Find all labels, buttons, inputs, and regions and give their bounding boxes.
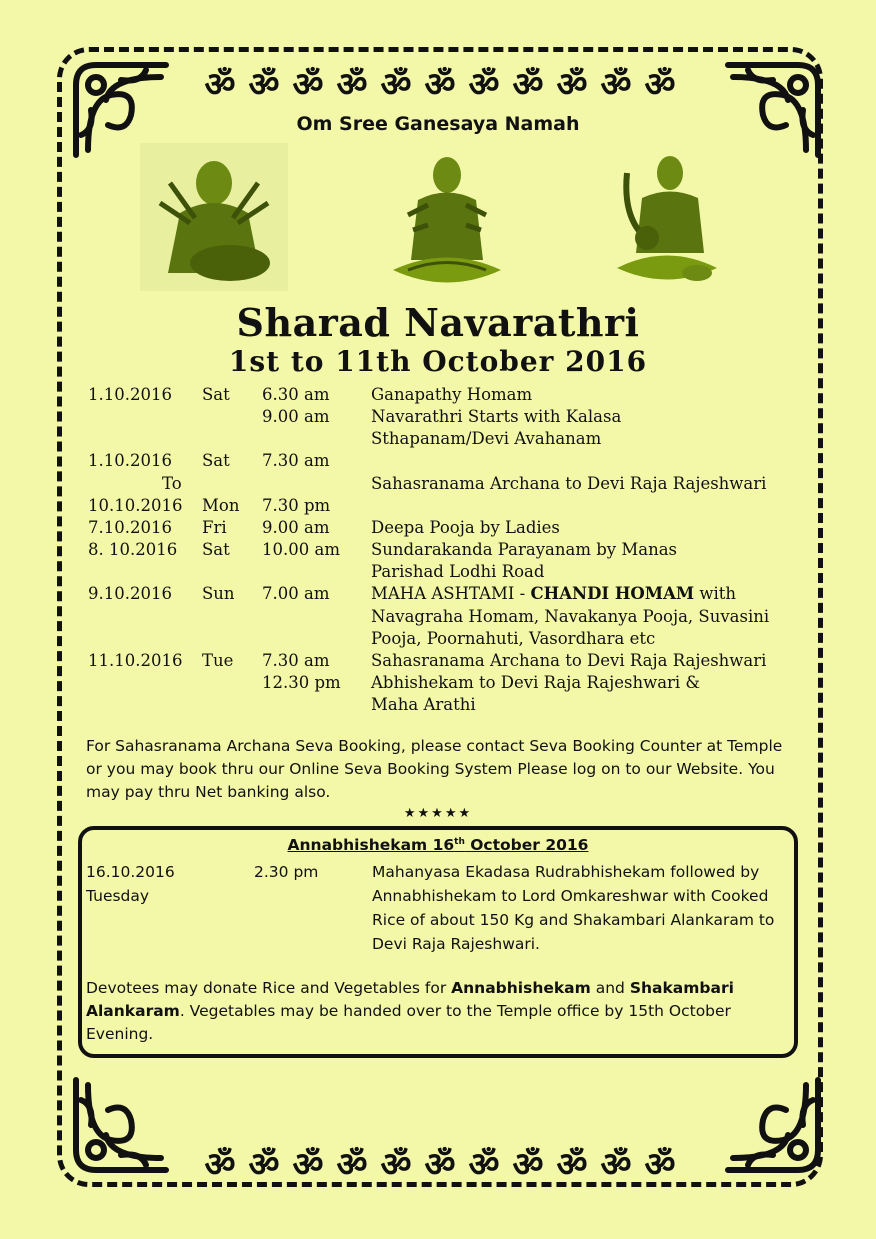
annabhishekam-title-text: Annabhishekam 16 [287, 836, 455, 854]
annabhishekam-title [0, 836, 876, 854]
schedule-event: Sahasranama Archana to Devi Raja Rajeshwari [371, 473, 767, 493]
schedule-day: Sat [202, 451, 230, 471]
donation-notice [86, 977, 796, 1046]
schedule-event: Ganapathy Homam [371, 385, 533, 404]
corner-ornament-top-right [708, 55, 828, 165]
page-title: Sharad Navarathri [236, 300, 640, 345]
om-symbol-row-bottom [200, 1140, 680, 1186]
star-divider: ★★★★★ [403, 806, 473, 821]
om-icon: ॐ [644, 1145, 676, 1185]
schedule-time: 10.00 am [262, 540, 340, 560]
schedule-time: 7.30 am [262, 451, 330, 471]
schedule-date: 1.10.2016 [88, 451, 172, 471]
schedule-date: To [162, 473, 182, 493]
om-icon: ॐ [424, 1145, 456, 1185]
annabhishekam-time: 2.30 pm [254, 863, 319, 881]
schedule-event-text: with [694, 584, 737, 604]
annabhishekam-title-month: October 2016 [464, 836, 589, 854]
annabhishekam-weekday: Tuesday [86, 887, 150, 905]
om-icon: ॐ [336, 1145, 368, 1185]
annabhishekam-event: Mahanyasa Ekadasa Rudrabhishekam followed by Annabhishekam to Lord Omkareshwar with Cooked Rice of about 150 Kg and Shakambari Alankaram to Devi Raja Rajeshwari. [372, 863, 775, 953]
om-icon: ॐ [248, 65, 280, 105]
om-icon: ॐ [380, 65, 412, 105]
schedule-day: Sun [202, 584, 235, 604]
om-icon: ॐ [600, 1145, 632, 1185]
schedule-time: 9.00 am [262, 517, 330, 537]
om-icon: ॐ [468, 1145, 500, 1185]
goddess-durga-image [140, 143, 288, 291]
om-icon: ॐ [600, 65, 632, 105]
om-icon: ॐ [292, 65, 324, 105]
schedule-event [371, 583, 791, 605]
schedule-event: Maha Arathi [371, 695, 476, 715]
invocation-text: Om Sree Ganesaya Namah [296, 113, 580, 135]
annabhishekam-date: 16.10.2016 [86, 863, 175, 881]
donation-bold-shakambari: Shakambari Alankaram [86, 979, 734, 1020]
om-icon: ॐ [512, 65, 544, 105]
om-icon: ॐ [644, 65, 676, 105]
schedule-date: 1.10.2016 [88, 385, 172, 404]
annabhishekam-title-sup: th [454, 836, 465, 847]
donation-text: Devotees may donate Rice and Vegetables for [86, 979, 452, 997]
schedule-event: Navagraha Homam, Navakanya Pooja, Suvasini [371, 606, 770, 626]
schedule-time: 7.00 am [262, 584, 330, 604]
date-range-subtitle: 1st to 11th October 2016 [228, 345, 648, 378]
goddess-saraswati-image [612, 143, 722, 293]
schedule-event: Sthapanam/Devi Avahanam [371, 429, 602, 449]
om-symbol-row-top [200, 60, 680, 106]
schedule-event: Navarathri Starts with Kalasa [371, 407, 622, 427]
seva-booking-notice: For Sahasranama Archana Seva Booking, please contact Seva Booking Counter at Temple or you may book thru our Online Seva Booking System Please log on to our Website. You may pay thru Net banking also. [86, 737, 783, 801]
schedule-day: Mon [202, 495, 240, 515]
schedule-day: Sat [202, 385, 230, 404]
om-icon: ॐ [336, 65, 368, 105]
schedule-date: 10.10.2016 [88, 495, 183, 515]
schedule-date: 11.10.2016 [88, 650, 183, 670]
schedule-date: 9.10.2016 [88, 584, 172, 604]
donation-bold-annabhishekam: Annabhishekam [451, 979, 591, 997]
donation-text: . Vegetables may be handed over to the Temple office by 15th October Evening. [86, 1002, 731, 1043]
schedule-event: Parishad Lodhi Road [371, 562, 545, 582]
corner-ornament-bottom-right [708, 1070, 828, 1180]
schedule-event-bold: CHANDI HOMAM [530, 584, 695, 604]
om-icon: ॐ [292, 1145, 324, 1185]
schedule-event: Deepa Pooja by Ladies [371, 517, 560, 537]
om-icon: ॐ [248, 1145, 280, 1185]
schedule-event: Sundarakanda Parayanam by Manas [371, 540, 678, 560]
om-icon: ॐ [380, 1145, 412, 1185]
schedule-time: 7.30 am [262, 650, 330, 670]
om-icon: ॐ [468, 65, 500, 105]
om-icon: ॐ [204, 1145, 236, 1185]
schedule-time: 12.30 pm [262, 672, 341, 692]
schedule-event-text: MAHA ASHTAMI - [371, 584, 531, 604]
schedule-time: 6.30 am [262, 385, 330, 404]
donation-text: and [590, 979, 630, 997]
schedule-event: Sahasranama Archana to Devi Raja Rajeshwari [371, 650, 767, 670]
schedule-event: Abhishekam to Devi Raja Rajeshwari & [371, 672, 701, 692]
annabhishekam-date-block [86, 860, 246, 908]
goddess-lakshmi-image [388, 145, 506, 295]
schedule-time: 7.30 pm [262, 495, 331, 515]
om-icon: ॐ [556, 1145, 588, 1185]
schedule-date: 8. 10.2016 [88, 540, 178, 560]
schedule-day: Tue [202, 650, 234, 670]
om-icon: ॐ [512, 1145, 544, 1185]
om-icon: ॐ [204, 65, 236, 105]
om-icon: ॐ [424, 65, 456, 105]
schedule-day: Sat [202, 540, 230, 560]
schedule-time: 9.00 am [262, 407, 330, 427]
schedule-event: Pooja, Poornahuti, Vasordhara etc [371, 628, 656, 648]
schedule-date: 7.10.2016 [88, 517, 172, 537]
corner-ornament-bottom-left [66, 1070, 186, 1180]
schedule-day: Fri [202, 517, 227, 537]
om-icon: ॐ [556, 65, 588, 105]
